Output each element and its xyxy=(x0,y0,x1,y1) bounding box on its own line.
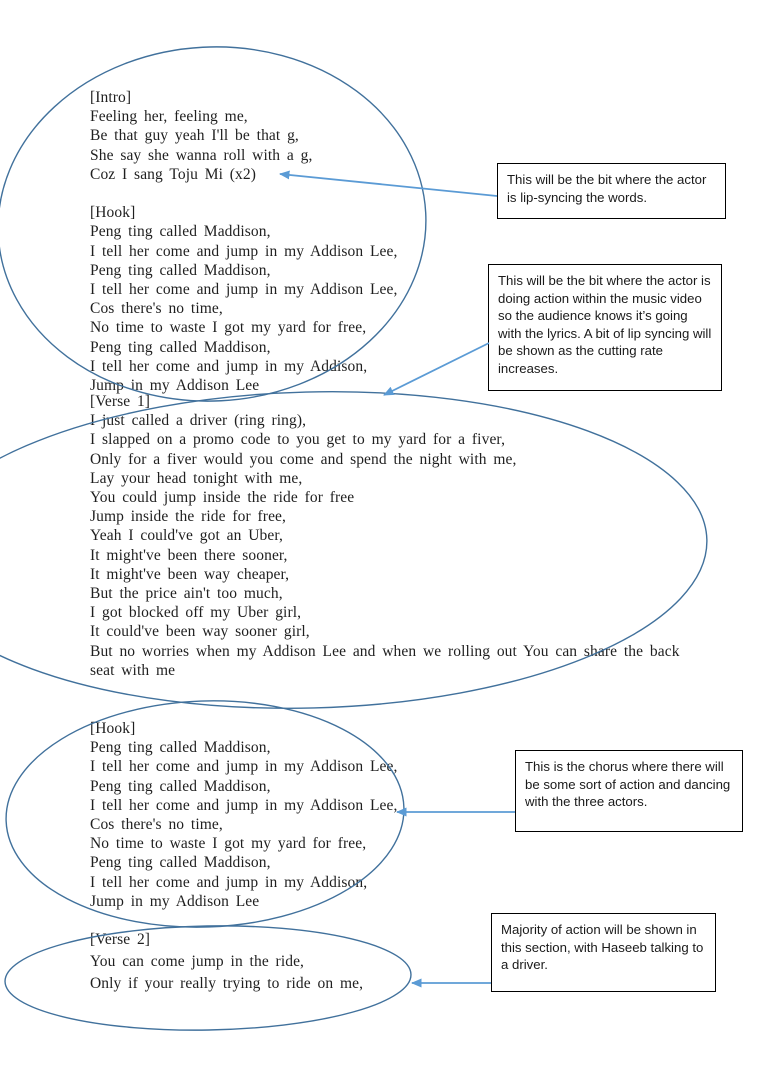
lyric-line: I slapped on a promo code to you get to my yard for a fiver, xyxy=(90,431,506,449)
lyric-line: Be that guy yeah I'll be that g, xyxy=(90,127,299,145)
annotation-box-lip-syncing xyxy=(497,163,726,219)
lyric-line: But the price ain't too much, xyxy=(90,585,283,603)
lyric-line: Cos there's no time, xyxy=(90,300,223,318)
lyric-line: No time to waste I got my yard for free, xyxy=(90,835,367,853)
lyric-line: Coz I sang Toju Mi (x2) xyxy=(90,165,256,183)
annotation-box-chorus-dancing xyxy=(515,750,743,832)
annotation-text: This will be the bit where the actor is lip-syncing the words. xyxy=(507,172,707,205)
lyric-line: You could jump inside the ride for free xyxy=(90,489,355,507)
lyric-line: But no worries when my Addison Lee and when we rolling out You can share the back seat with me xyxy=(90,642,687,679)
lyric-line: Only for a fiver would you come and spend the night with me, xyxy=(90,450,517,468)
annotation-box-verse2-action xyxy=(491,913,716,992)
lyric-line: No time to waste I got my yard for free, xyxy=(90,319,367,337)
lyric-line: Peng ting called Maddison, xyxy=(90,261,271,279)
lyric-line: [Hook] xyxy=(90,720,136,737)
lyrics-section-intro-hook xyxy=(90,88,510,395)
lyric-line: Jump in my Addison Lee xyxy=(90,892,260,910)
lyric-line: I tell her come and jump in my Addison Lee, xyxy=(90,281,398,299)
lyric-line: Cos there's no time, xyxy=(90,816,223,834)
lyric-line: It might've been way cheaper, xyxy=(90,565,290,583)
lyric-line: Peng ting called Maddison, xyxy=(90,739,271,757)
lyric-line: Peng ting called Maddison, xyxy=(90,777,271,795)
lyrics-section-verse2 xyxy=(90,929,510,995)
lyric-line: Yeah I could've got an Uber, xyxy=(90,527,283,545)
lyric-line: I tell her come and jump in my Addison Lee, xyxy=(90,242,398,260)
lyric-line: I just called a driver (ring ring), xyxy=(90,412,307,430)
annotation-text: Majority of action will be shown in this section, with Haseeb talking to a driver. xyxy=(501,922,704,972)
lyric-line: Peng ting called Maddison, xyxy=(90,338,271,356)
lyric-line: [Intro] xyxy=(90,89,132,106)
lyric-line: Jump in my Addison Lee xyxy=(90,377,260,395)
lyric-line: I got blocked off my Uber girl, xyxy=(90,604,302,622)
annotation-text: This is the chorus where there will be some sort of action and dancing with the three actors. xyxy=(525,759,731,809)
lyric-line: It could've been way sooner girl, xyxy=(90,623,310,641)
lyric-line: It might've been there sooner, xyxy=(90,546,288,564)
lyric-line: I tell her come and jump in my Addison Lee, xyxy=(90,758,398,776)
lyric-line: She say she wanna roll with a g, xyxy=(90,146,313,164)
lyric-line: I tell her come and jump in my Addison, xyxy=(90,357,368,375)
lyric-line: Jump inside the ride for free, xyxy=(90,508,287,526)
lyric-line: Lay your head tonight with me, xyxy=(90,469,303,487)
lyric-line: I tell her come and jump in my Addison, xyxy=(90,873,368,891)
annotation-text: This will be the bit where the actor is doing action within the music video so the audience knows it’s going with the lyrics. A bit of lip syncing will be shown as the cutting rate increases. xyxy=(498,273,712,376)
lyric-line: Only if your really trying to ride on me, xyxy=(90,975,364,992)
lyric-line: [Verse 2] xyxy=(90,931,151,948)
lyric-line: [Verse 1] xyxy=(90,393,151,410)
lyric-line: Feeling her, feeling me, xyxy=(90,108,248,126)
lyric-line: You can come jump in the ride, xyxy=(90,953,305,970)
lyric-line: [Hook] xyxy=(90,204,136,222)
lyric-line: Peng ting called Maddison, xyxy=(90,223,271,241)
annotation-box-action-verse1 xyxy=(488,264,722,391)
lyric-line: Peng ting called Maddison, xyxy=(90,854,271,872)
lyrics-section-verse1 xyxy=(90,392,690,680)
lyrics-section-hook2 xyxy=(90,719,510,911)
lyric-line xyxy=(90,184,510,203)
lyric-line: I tell her come and jump in my Addison Lee, xyxy=(90,796,398,814)
